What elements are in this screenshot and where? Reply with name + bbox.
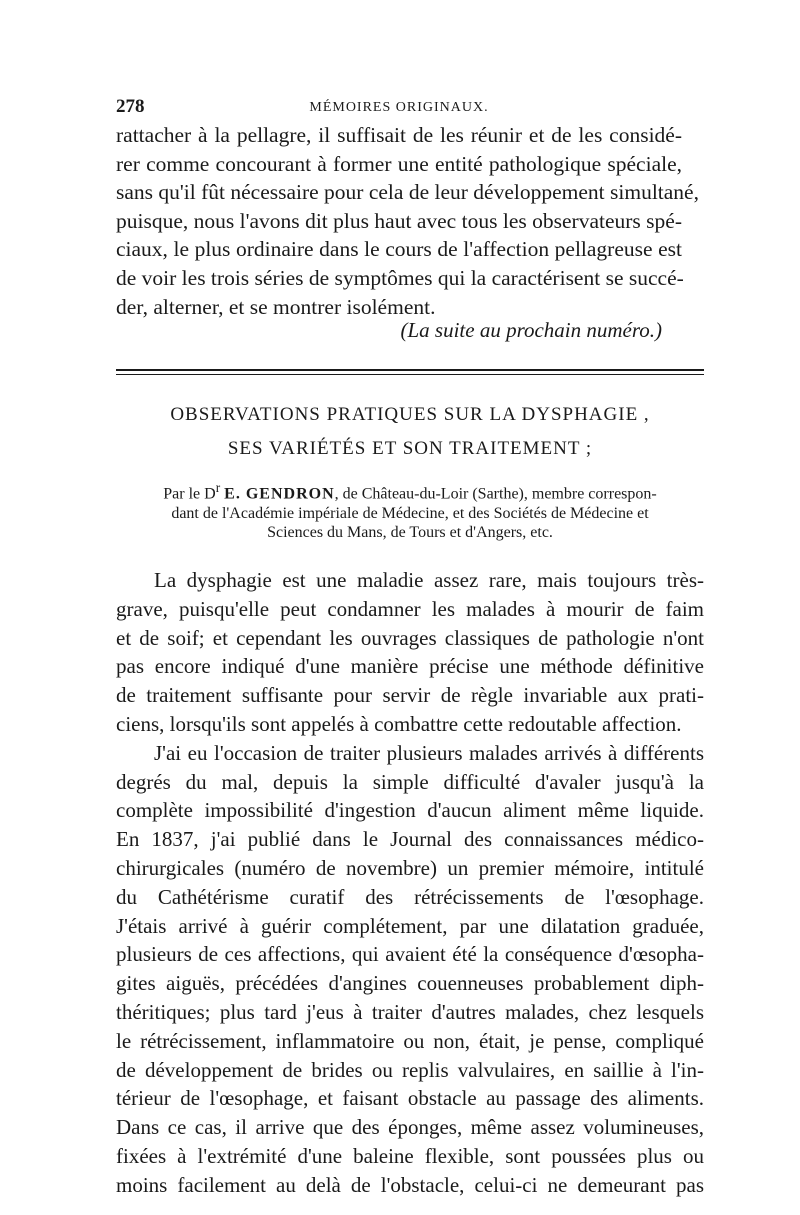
text-line: chirurgicales (numéro de novembre) un premier mémoire, intitulé	[116, 855, 704, 880]
text-line: de traitement suffisante pour servir de règle invariable aux prati-	[116, 683, 704, 708]
author-line	[116, 478, 704, 504]
text-line: La dysphagie est une maladie assez rare, mais toujours très-	[154, 568, 704, 592]
text-line: puisque, nous l'avons dit plus haut avec tous les observateurs spé-	[116, 208, 682, 233]
text-line: ciens, lorsqu'ils sont appelés à combattre cette redoutable affection.	[116, 711, 682, 736]
text-line: de voir les trois séries de symptômes qui la caractérisent se succé-	[116, 265, 684, 290]
text-line: rer comme concourant à former une entité pathologique spéciale,	[116, 151, 682, 176]
byline-sup: r	[215, 480, 221, 495]
text-line: le rétrécissement, inflammatoire ou non, était, je pense, compliqué	[116, 1028, 704, 1053]
text-line: rattacher à la pellagre, il suffisait de les réunir et de les considé-	[116, 123, 682, 147]
article-title-line: OBSERVATIONS PRATIQUES SUR LA DYSPHAGIE ,	[170, 404, 650, 425]
author-line-rest: , de Château-du-Loir (Sarthe), membre correspon-	[334, 485, 657, 503]
text-line: du Cathétérisme curatif des rétrécissements de l'œsophage.	[116, 884, 704, 909]
text-line: de développement de brides ou replis valvulaires, en saillie à l'in-	[116, 1057, 704, 1082]
text-line: J'étais arrivé à guérir complétement, par une dilatation graduée,	[116, 913, 704, 938]
author-byline	[116, 478, 704, 543]
article-title	[116, 398, 704, 466]
text-line: pas encore indiqué d'une manière précise une méthode définitive	[116, 654, 704, 679]
text-line: fixées à l'extrémité d'une baleine flexible, sont poussées plus ou	[116, 1143, 704, 1168]
text-line: der, alterner, et se montrer isolément.	[116, 294, 436, 319]
text-line: moins facilement au delà de l'obstacle, celui-ci ne demeurant pas	[116, 1172, 704, 1197]
text-line: En 1837, j'ai publié dans le Journal des connaissances médico-	[116, 827, 704, 852]
text-line: théritiques; plus tard j'eus à traiter d'autres malades, chez lesquels	[116, 999, 704, 1024]
byline-prefix: Par le D	[163, 485, 216, 503]
text-line: complète impossibilité d'ingestion d'aucun aliment même liquide.	[116, 798, 704, 823]
text-line: ciaux, le plus ordinaire dans le cours de l'affection pellagreuse est	[116, 237, 682, 262]
page-number: 278	[116, 96, 145, 117]
text-line: sans qu'il fût nécessaire pour cela de leur développement simultané,	[116, 180, 699, 205]
text-line: Dans ce cas, il arrive que des éponges, même assez volumineuses,	[116, 1115, 704, 1140]
running-title: MÉMOIRES ORIGINAUX.	[309, 100, 489, 115]
section-divider-thin	[116, 374, 704, 375]
continuation-note: (La suite au prochain numéro.)	[400, 318, 662, 342]
author-name: E. GENDRON	[224, 485, 335, 503]
text-line: gites aiguës, précédées d'angines couenneuses probablement diph-	[116, 971, 704, 996]
article-body	[116, 566, 704, 1200]
text-line: J'ai eu l'occasion de traiter plusieurs malades arrivés à différents	[154, 740, 704, 765]
text-line: degrés du mal, depuis la simple difficulté d'avaler jusqu'à la	[116, 769, 704, 794]
article-title-line: SES VARIÉTÉS ET SON TRAITEMENT ;	[227, 438, 593, 459]
author-line: Sciences du Mans, de Tours et d'Angers, etc.	[267, 524, 553, 542]
section-divider	[116, 369, 704, 371]
text-line: térieur de l'œsophage, et faisant obstacle au passage des aliments.	[116, 1086, 704, 1111]
previous-article-text	[116, 121, 699, 321]
page-header	[116, 96, 682, 122]
text-line: et de soif; et cependant les ouvrages classiques de pathologie n'ont	[116, 625, 704, 650]
text-line: grave, puisqu'elle peut condamner les malades à mourir de faim	[116, 596, 704, 621]
text-line: plusieurs de ces affections, qui avaient été la conséquence d'œsopha-	[116, 942, 704, 967]
author-line: dant de l'Académie impériale de Médecine, et des Sociétés de Médecine et	[171, 504, 649, 522]
